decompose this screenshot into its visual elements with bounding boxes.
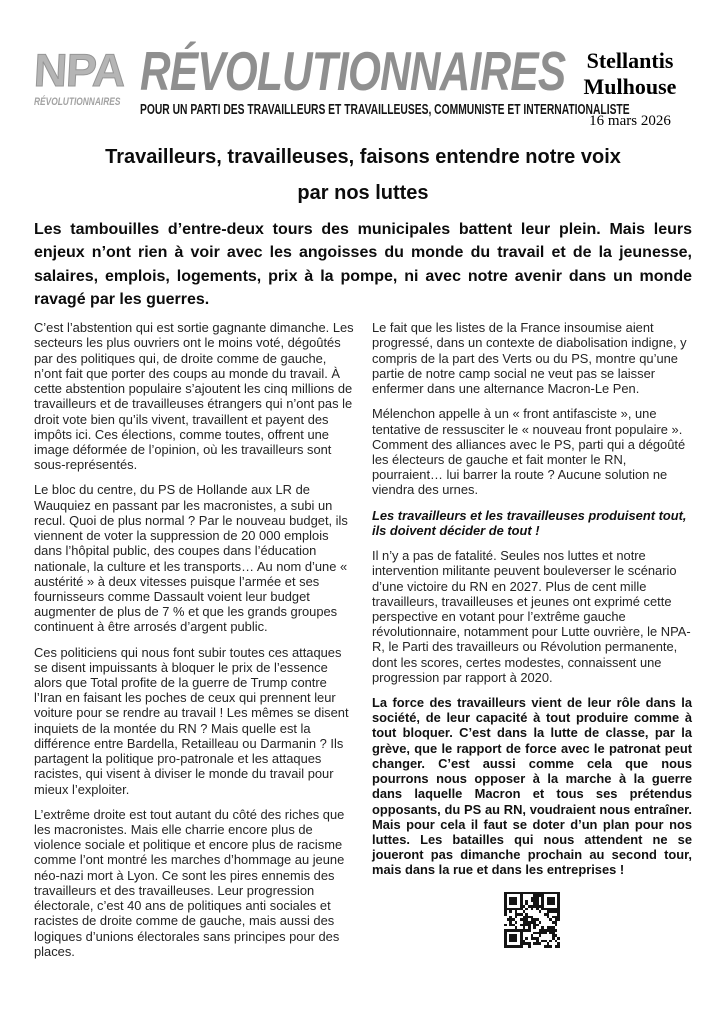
edition-date: 16 mars 2026 <box>589 112 671 129</box>
body-paragraph: Il n’y a pas de fatalité. Seules nos luttes et notre intervention militante peuvent bouleverser le scénario d’une victoire du RN en 2027. Plus de cent mille travailleurs, travailleuses et jeunes ont exprimé cette perspective en votant pour l’extrême gauche révolutionnaire, notamment pour Lutte ouvrière, le NPA-R, le Parti des travailleurs ou Révolution permanente, dont les scores, certes modestes, connaissent une progression par rapport à 2020. <box>372 548 691 685</box>
headline-line2: par nos luttes <box>297 181 429 204</box>
body-paragraph: L’extrême droite est tout autant du côté des riches que les macronistes. Mais elle charrie encore plus de violence sociale et politique et encore plus de racisme comme l’ont montré les marches d’hommage au jeune néo-nazi mort à Lyon. Ce sont les pires ennemis des travailleurs et des travailleuses. Leur progression électorale, c’est 40 ans de politiques anti sociales et racistes de droite comme de gauche, mais aussi des logiques d’unions électorales sans principes pour des places. <box>34 806 345 959</box>
body-paragraph: Mélenchon appelle à un « front antifasciste », une tentative de ressusciter le « nouveau front populaire ». Comment des alliances avec le PS, parti qui a dégoûté les électeurs de gauche et fait monter le RN, pourraient… lui barrer la route ? Aucune solution ne viendra des urnes. <box>372 406 686 498</box>
body-paragraph: Le fait que les listes de la France insoumise aient progressé, dans un contexte de diabolisation indigne, y compris de la part des Verts ou du PS, montre qu’une partie de notre camp social ne veut pas se laisser enfermer dans une alternance Macron-Le Pen. <box>372 320 687 397</box>
paper-title: RÉVOLUTIONNAIRES <box>140 40 566 102</box>
right-column <box>372 320 692 969</box>
npa-logo <box>34 46 134 108</box>
closing-paragraph: La force des travailleurs vient de leur rôle dans la société, de leur capacité à tout produire comme à tout bloquer. C’est dans la lutte de classe, par la grève, que le rapport de force avec le patronat peut changer. C’est aussi comme cela que nous pourrons nous opposer à la marche à la guerre dans laquelle Macron et tous ses prétendus opposants, du PS au RN, voudraient nous entraîner. Mais pour cela il faut se doter d’un plan pour nos luttes. Les batailles qui nous attendent ne se joueront pas dimanche prochain au second tour, mais dans la rue et dans les entreprises ! <box>372 695 692 878</box>
body-paragraph: Le bloc du centre, du PS de Hollande aux LR de Wauquiez en passant par les macronistes, a subi un recul. Quoi de plus normal ? Par le nouveau budget, ils viennent de voter la suppression de 20 000 emplois dans l’hôpital public, des coupes dans l’éducation nationale, la culture et les transports… Au nom d’une « austérité » à deux vitesses puisque l’armée et ses fournisseurs comme Dassault voient leur budget augmenter de plus de 7 % et que les grands groupes continuent à être arrosés d’argent public. <box>34 482 348 635</box>
edition-name-line2: Mulhouse <box>583 74 677 100</box>
body-paragraph: C’est l’abstention qui est sortie gagnante dimanche. Les secteurs les plus ouvriers ont le moins voté, dégoûtés par des politiques qui, de droite comme de gauche, n’ont fait que porter des coups au monde du travail. À cette abstention populaire s’ajoutent les cinq millions de travailleurs et de travailleuses étrangers qui n’ont pas le droit vote bien qu’ils vivent, travaillent et payent des impôts ici. Ces élections, comme toutes, offrent une image déformée de l’opinion, où les travailleurs sont sous-représentés. <box>34 320 354 473</box>
left-column <box>34 320 354 969</box>
body-paragraph: Ces politiciens qui nous font subir toutes ces attaques se disent impuissants à bloquer le prix de l’essence alors que Total profite de la guerre de Trump contre l’Iran en faisant les poches de ceux qui prennent leur voiture pour se rendre au travail ! Les mêmes se disent inquiets de la montée du RN ? Mais quelle est la différence entre Bardella, Retailleau ou Darmanin ? Ils partagent la politique pro-patronale et les attaques racistes, qui visent à diviser le monde du travail pour mieux l’exploiter. <box>34 644 349 797</box>
intro-paragraph: Les tambouilles d’entre-deux tours des municipales battent leur plein. Mais leurs enjeux n’ont rien à voir avec les angoisses du monde du travail et de la jeunesse, salaires, emplois, logements, prix à la pompe, ni avec notre avenir dans un monde ravagé par les guerres. <box>34 220 692 308</box>
qr-code-icon <box>504 892 560 948</box>
edition-name-line1: Stellantis <box>586 48 674 73</box>
section-subheading: Les travailleurs et les travailleuses produisent tout, ils doivent décider de tout ! <box>372 507 687 538</box>
headline <box>34 146 704 205</box>
paper-subtitle: POUR UN PARTI DES TRAVAILLEURS ET TRAVAILLEUSES, COMMUNISTE ET INTERNATIONALISTE <box>140 101 630 118</box>
qr-code-container <box>372 892 692 948</box>
masthead <box>32 40 704 130</box>
headline-line1: Travailleurs, travailleuses, faisons entendre notre voix <box>105 145 621 168</box>
npa-logo-acronym: NPA <box>32 44 127 96</box>
edition-name <box>556 48 704 101</box>
article-columns <box>34 320 704 969</box>
npa-logo-subtitle: RÉVOLUTIONNAIRES <box>34 96 121 109</box>
